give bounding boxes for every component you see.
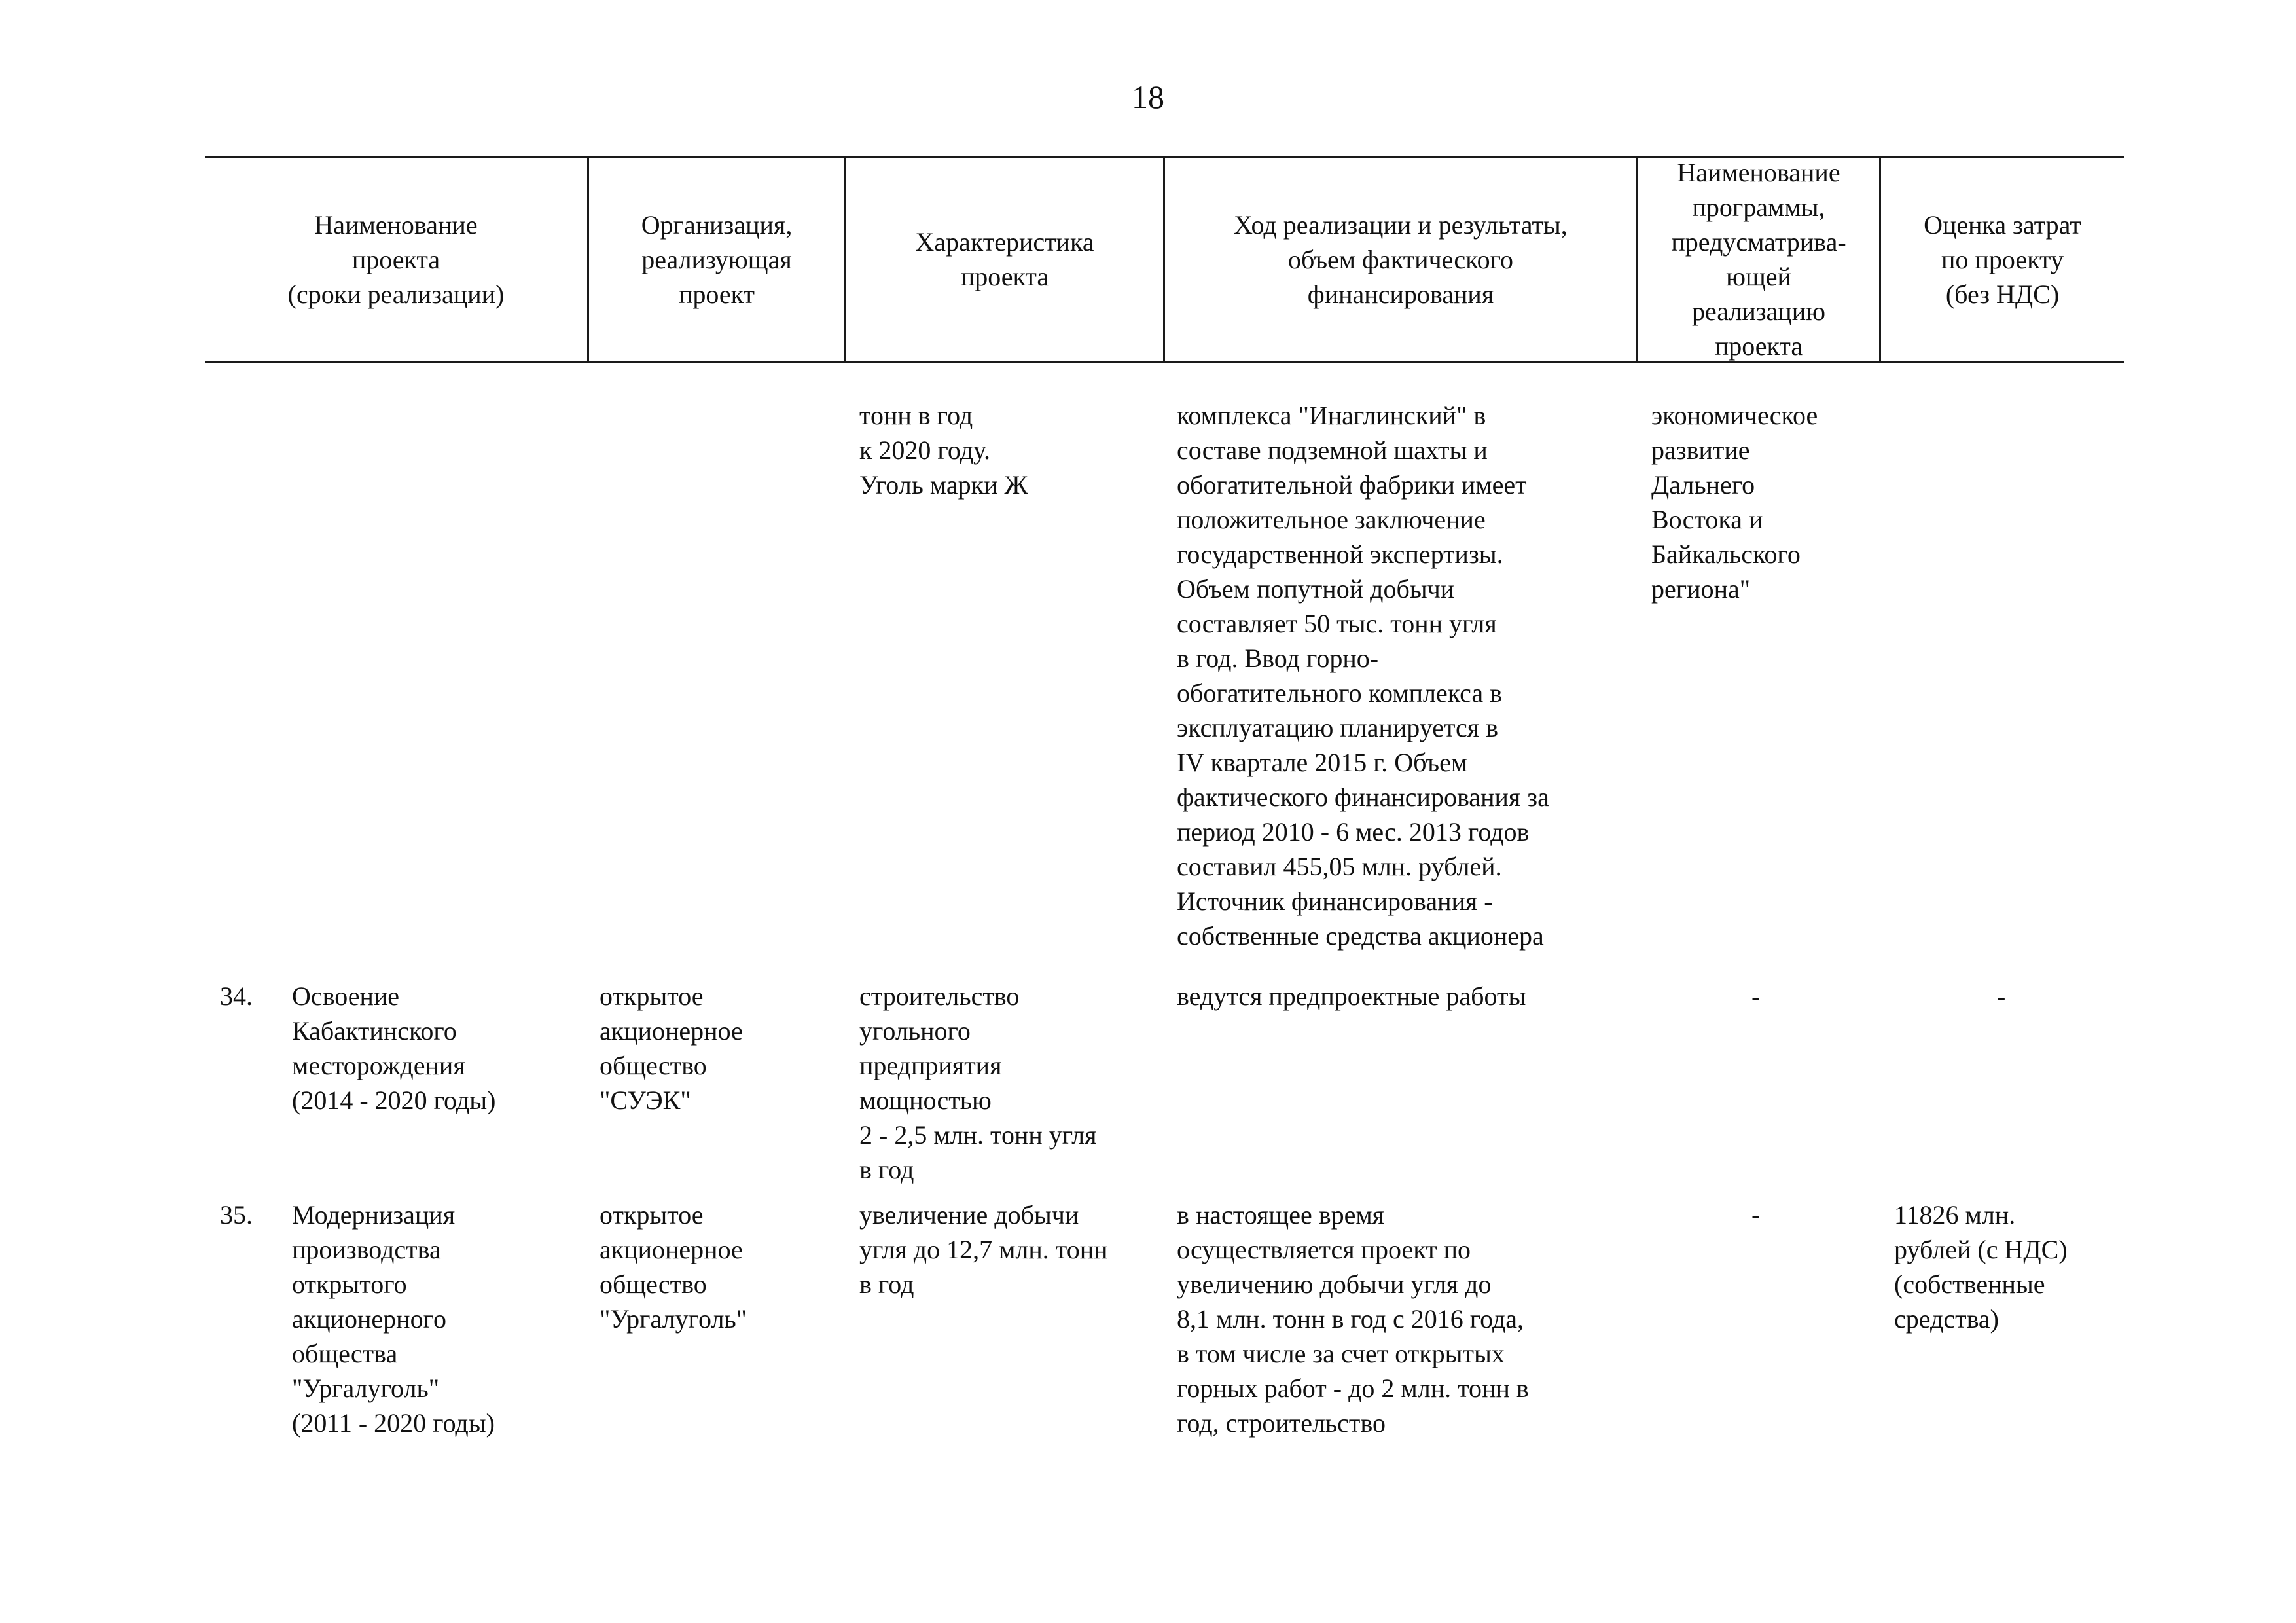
header-organization xyxy=(589,157,844,361)
organization: открытое акционерное общество "Ургалуголь" xyxy=(600,1200,747,1334)
row-number: 35. xyxy=(220,1200,253,1230)
row-number: 34. xyxy=(220,981,253,1011)
program: - xyxy=(1751,1200,1761,1230)
header-cost xyxy=(1881,157,2124,361)
header-cost-text: Оценка затрат по проекту (без НДС) xyxy=(1924,210,2081,309)
header-program-text: Наименование программы, предусматрива- ющей реализацию проекта xyxy=(1671,158,1846,361)
header-progress-text: Ход реализации и результаты, объем фактического финансирования xyxy=(1234,210,1568,309)
continuation-progress: комплекса "Инаглинский" в составе подземной шахты и обогатительной фабрики имеет положительное заключение государственной экспертизы. Объем попутной добычи составляет 50 тыс. тонн угля в год. Ввод горно- обогатительного комплекса в эксплуатацию планируется в IV квартале 2015 г. Объем фактического финансирования за период 2010 - 6 мес. 2013 годов составил 455,05 млн. рублей. Источник финансирования - собственные средства акционера xyxy=(1177,401,1549,951)
organization: открытое акционерное общество "СУЭК" xyxy=(600,981,743,1115)
progress: в настоящее время осуществляется проект по увеличению добычи угля до 8,1 млн. тонн в год с 2016 года, в том числе за счет открытых горных работ - до 2 млн. тонн в год, строительство xyxy=(1177,1200,1529,1438)
characteristic: увеличение добычи угля до 12,7 млн. тонн в год xyxy=(859,1200,1108,1299)
cost: - xyxy=(1997,981,2006,1011)
header-program xyxy=(1638,157,1879,361)
program: - xyxy=(1751,981,1761,1011)
cost: 11826 млн. рублей (с НДС) (собственные средства) xyxy=(1894,1200,2068,1334)
project-name: Освоение Кабактинского месторождения (2014 - 2020 годы) xyxy=(292,981,496,1115)
header-progress xyxy=(1165,157,1636,361)
header-project-name-text: Наименование проекта (сроки реализации) xyxy=(287,210,505,309)
continuation-characteristic: тонн в год к 2020 году. Уголь марки Ж xyxy=(859,401,1028,500)
header-characteristic xyxy=(846,157,1163,361)
header-characteristic-text: Характеристика проекта xyxy=(915,227,1094,291)
page-number: 18 xyxy=(1132,79,1164,115)
header-project-name xyxy=(205,157,587,361)
continuation-program: экономическое развитие Дальнего Востока и Байкальского региона" xyxy=(1651,401,1818,604)
characteristic: строительство угольного предприятия мощностью 2 - 2,5 млн. тонн угля в год xyxy=(859,981,1097,1184)
progress: ведутся предпроектные работы xyxy=(1177,981,1526,1011)
project-name: Модернизация производства открытого акционерного общества "Ургалуголь" (2011 - 2020 годы) xyxy=(292,1200,495,1438)
header-organization-text: Организация, реализующая проект xyxy=(641,210,793,309)
